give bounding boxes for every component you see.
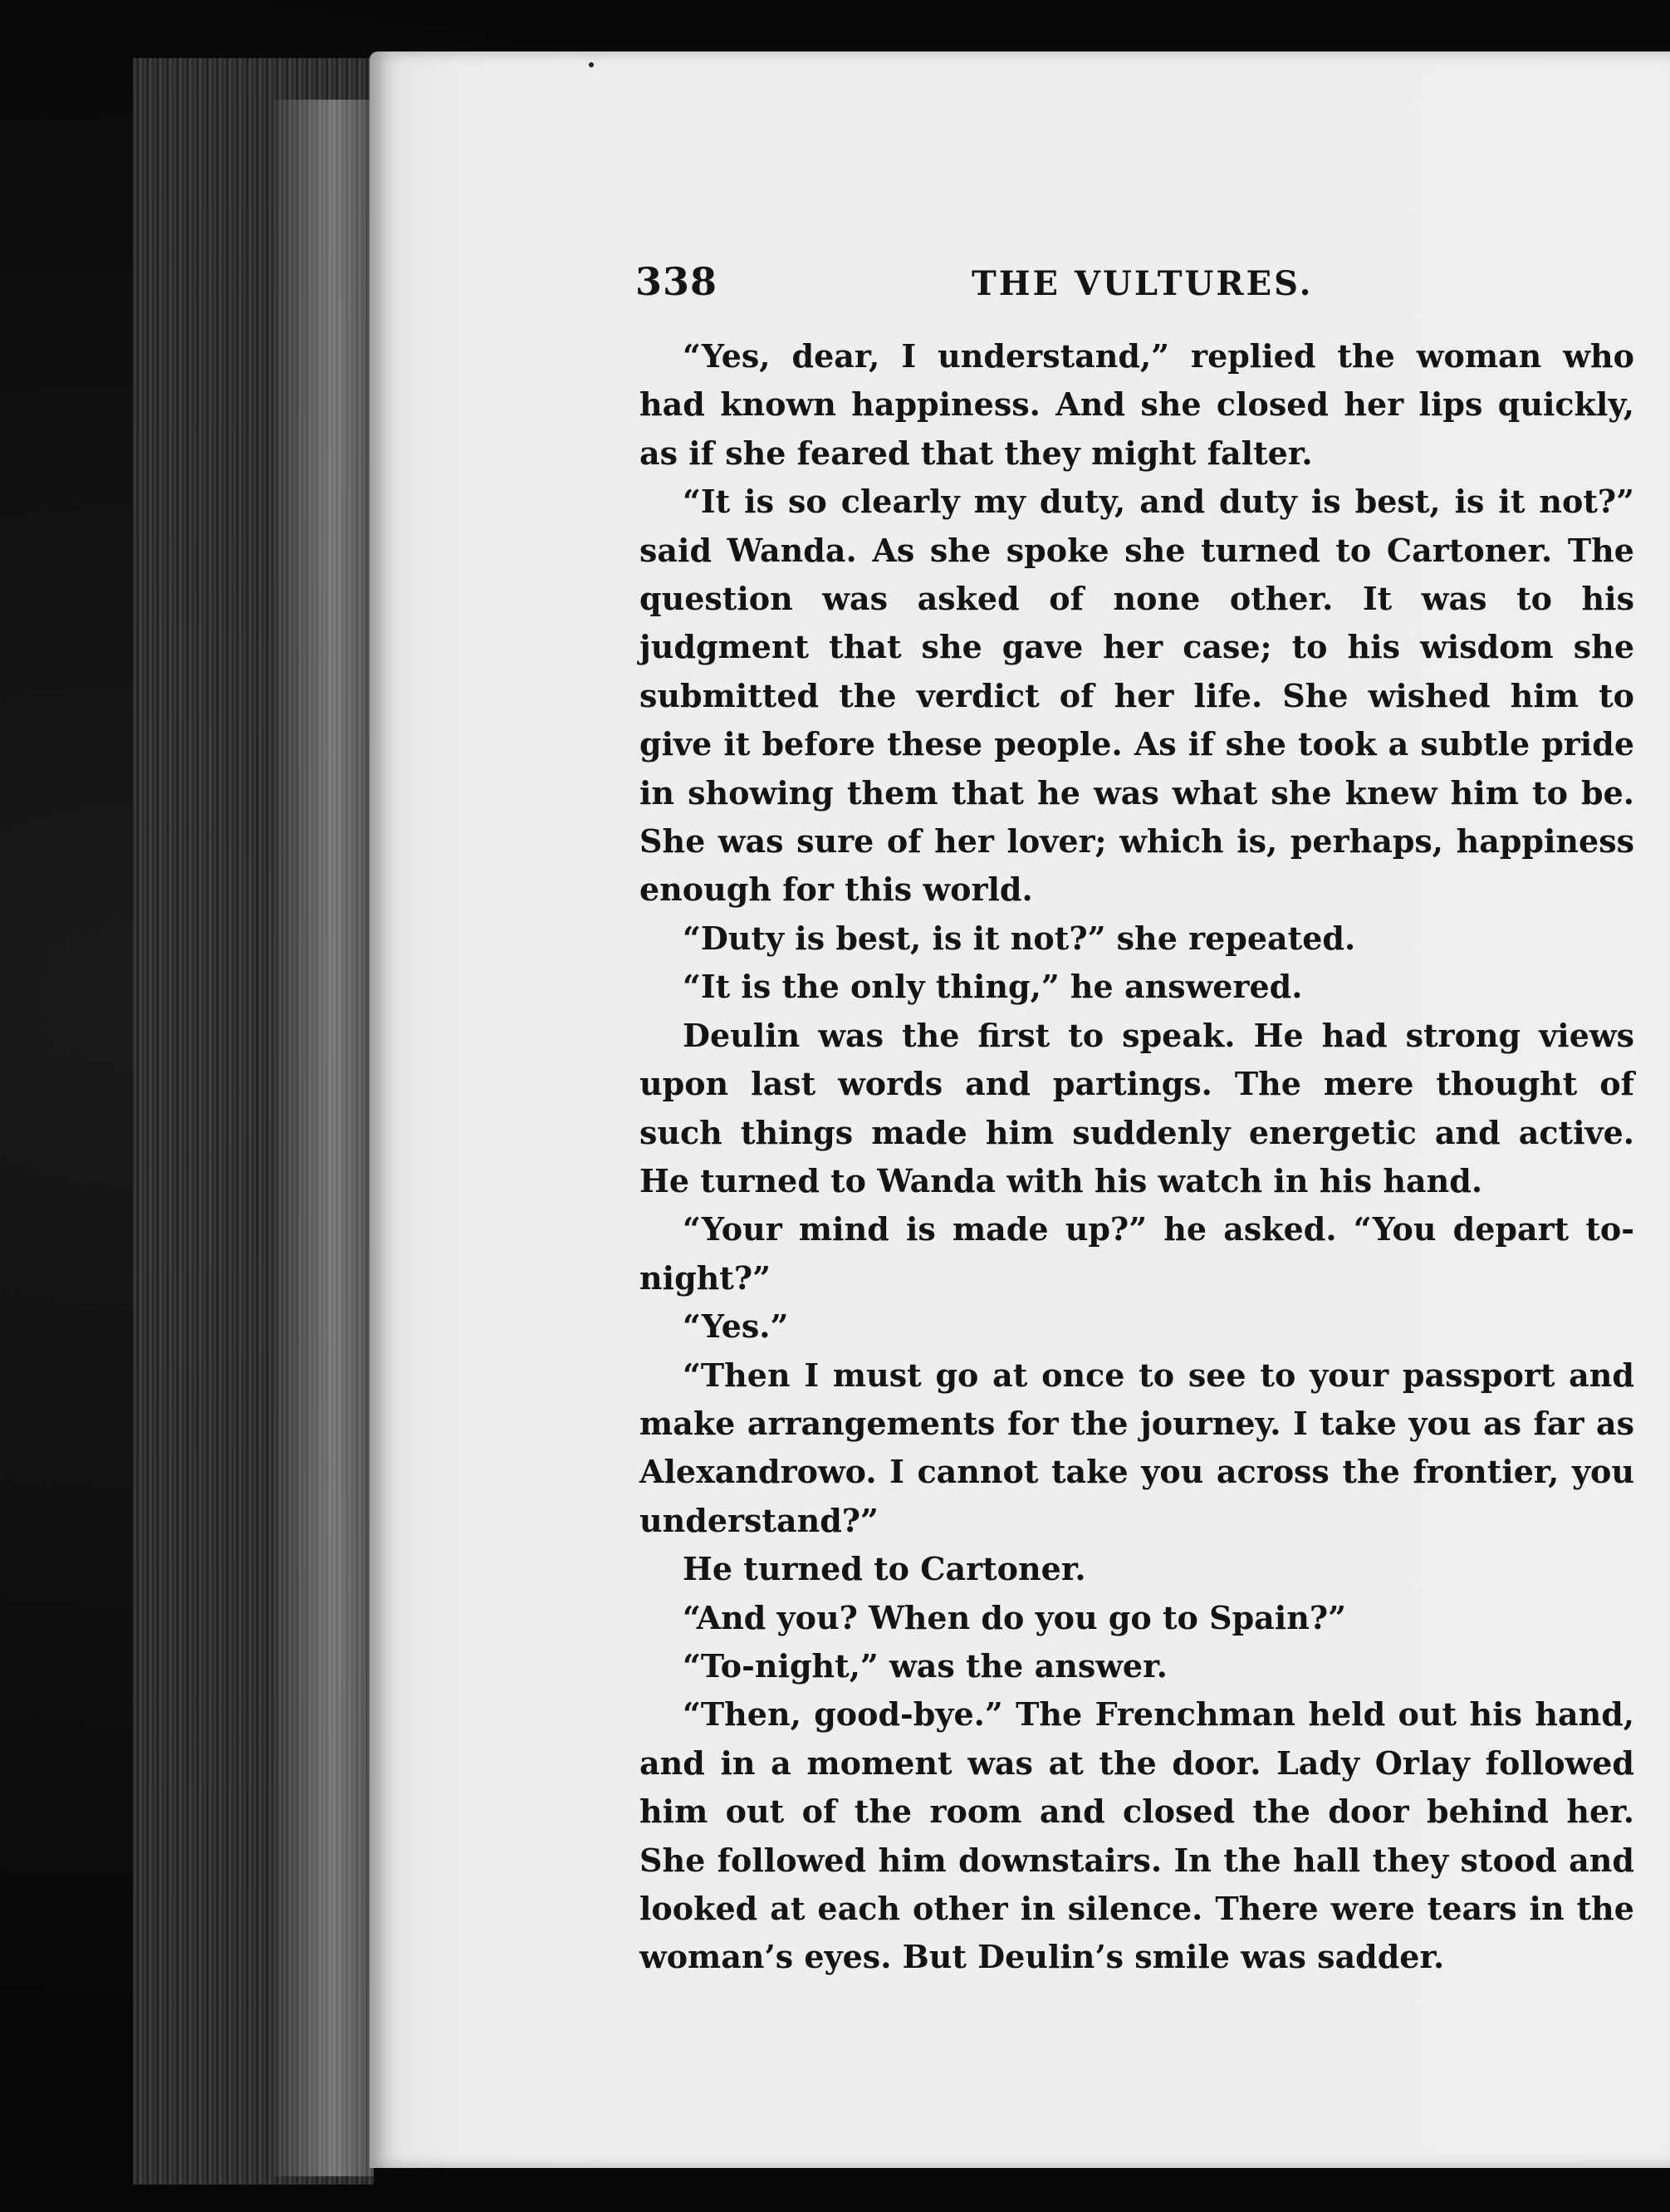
paragraph: “And you? When do you go to Spain?” xyxy=(683,1598,1346,1636)
paragraph: “It is the only thing,” he answered. xyxy=(683,968,1303,1006)
paragraph: Deulin was the first to speak. He had strong views upon last words and partings. The mere thought of such things made him suddenly energetic and active. He turned to Wanda with his watch in his hand. xyxy=(639,1016,1634,1199)
paragraph: “It is so clearly my duty, and duty is best, is it not?” said Wanda. As she spoke she turned to Cartoner. The question was asked of none other. It was to his judgment that she gave her case; to his wisdom she submitted the verdict of her life. She wished him to give it before these people. As if she took a subtle pride in showing them that he was what she knew him to be. She was sure of her lover; which is, perhaps, happiness enough for this world. xyxy=(639,483,1634,909)
page-edges-highlight xyxy=(274,100,374,2176)
body-text xyxy=(639,332,1634,1982)
ink-speck xyxy=(589,62,594,67)
paragraph: “Yes.” xyxy=(683,1307,789,1346)
paragraph: “Duty is best, is it not?” she repeated. xyxy=(683,919,1356,957)
paragraph: “Your mind is made up?” he asked. “You depart to-night?” xyxy=(639,1210,1634,1297)
page-number: 338 xyxy=(635,259,718,304)
running-head xyxy=(635,259,1632,317)
book-title: THE VULTURES. xyxy=(972,264,1314,303)
paragraph: “Yes, dear, I understand,” replied the woman who had known happiness. And she closed her lips quickly, as if she feared that they might falter. xyxy=(639,337,1634,472)
paragraph: He turned to Cartoner. xyxy=(683,1550,1086,1588)
paragraph: “To-night,” was the answer. xyxy=(683,1646,1168,1685)
paragraph: “Then, good-bye.” The Frenchman held out his hand, and in a moment was at the door. Lady Orlay followed him out of the room and closed the door behind her. She followed him downstairs. In the hall they stood and looked at each other in silence. There were tears in the woman’s eyes. But Deulin’s smile was sadder. xyxy=(639,1695,1634,1976)
paragraph: “Then I must go at once to see to your passport and make arrangements for the journey. I take you as far as Alexandrowo. I cannot take you across the frontier, you understand?” xyxy=(639,1356,1634,1539)
